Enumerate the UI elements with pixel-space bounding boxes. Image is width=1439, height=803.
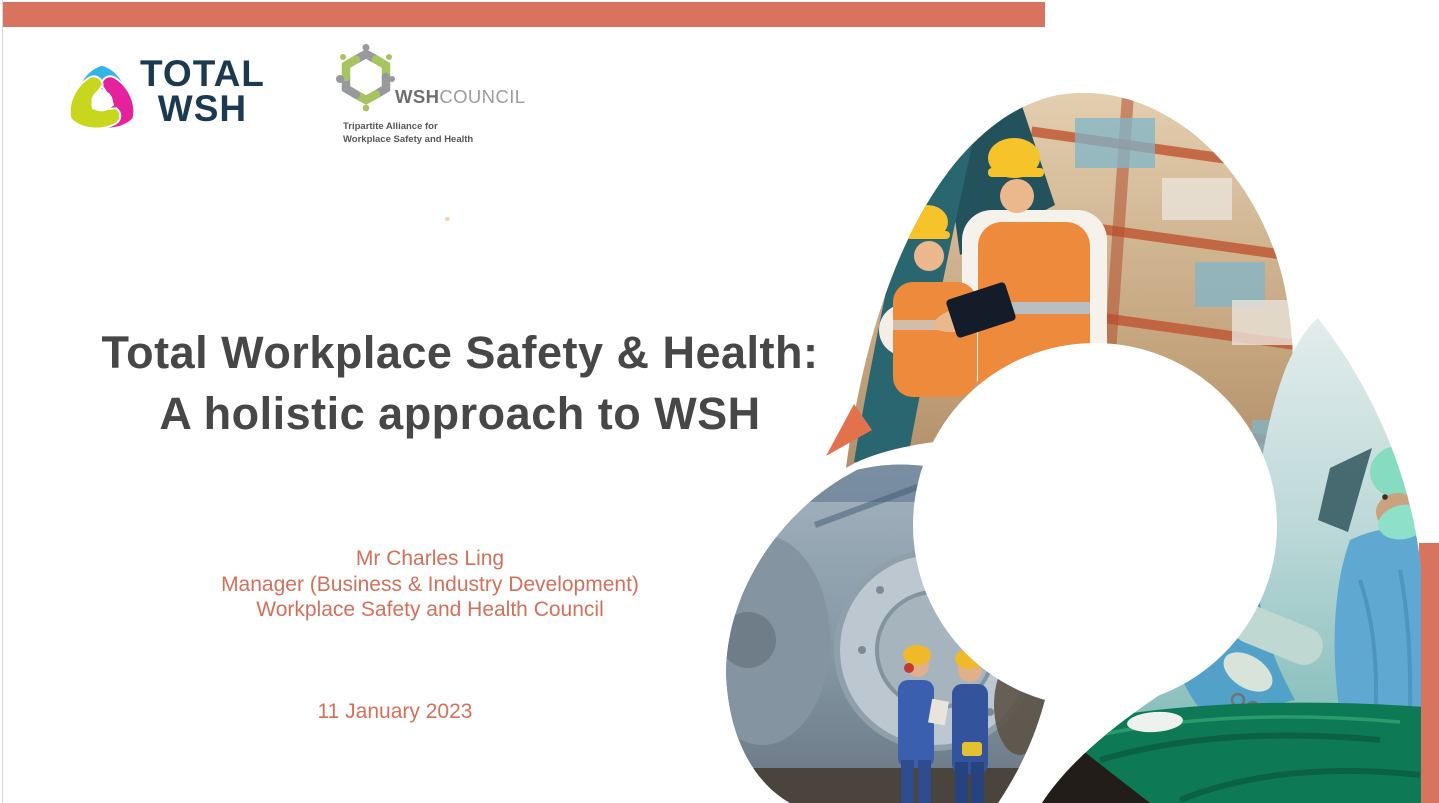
center-swirl-cutout [913, 343, 1277, 707]
wsh-council-brand-light: COUNCIL [439, 86, 526, 107]
presenter-name: Mr Charles Ling [355, 547, 505, 570]
total-wsh-word1: TOTAL [140, 53, 265, 94]
wsh-council-tagline-line1: Tripartite Alliance for [343, 121, 438, 132]
wsh-council-tagline-line2: Workplace Safety and Health [343, 133, 474, 145]
title-line-1: Total Workplace Safety & Health: [101, 327, 819, 378]
wsh-council-brand-bold: WSH [395, 86, 440, 107]
title-line-2: A holistic approach to WSH [159, 388, 761, 439]
presentation-date: 11 January 2023 [317, 700, 473, 723]
total-wsh-word2: WSH [157, 88, 248, 129]
presenter-organization: Workplace Safety and Health Council [256, 598, 604, 621]
presenter-role: Manager (Business & Industry Development) [221, 572, 639, 596]
